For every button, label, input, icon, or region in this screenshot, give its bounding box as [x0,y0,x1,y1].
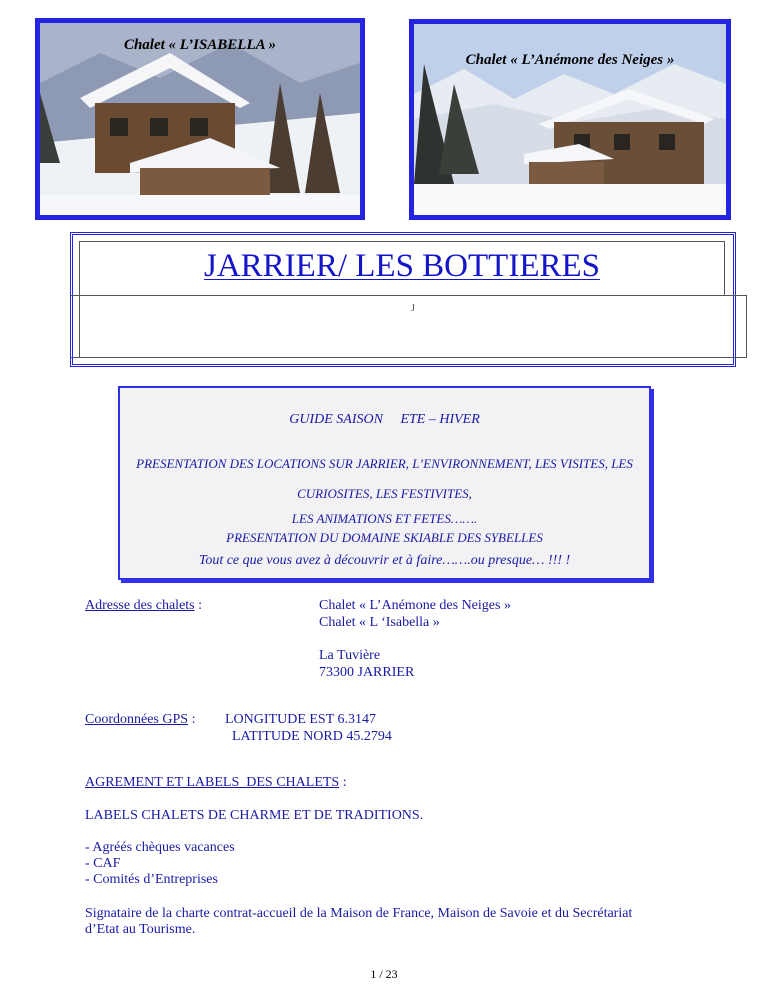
address-label: Adresse des chalets [85,598,195,613]
labels-sep: : [339,775,347,790]
address-place: La Tuvière [319,648,381,663]
photo-caption: Chalet « L’Anémone des Neiges » [465,52,675,68]
labels-line: LABELS CHALETS DE CHARME ET DE TRADITIONS. [85,808,424,823]
gps-latitude: LATITUDE NORD 45.2794 [232,729,392,744]
gps-label-line [85,712,195,728]
labels-heading-line [85,775,347,791]
signataire-line: d’Etat au Tourisme. [85,922,196,937]
address-label-line [85,598,202,614]
guide-line: CURIOSITES, LES FESTIVITES, [297,486,472,501]
gps-longitude: LONGITUDE EST 6.3147 [225,712,377,727]
guide-heading: GUIDE SAISON ETE – HIVER [289,412,480,427]
subtitle-box [79,295,747,358]
chalet-isabella-photo [35,18,365,220]
labels-heading: AGREMENT ET LABELS DES CHALETS [85,775,340,790]
address-city: 73300 JARRIER [319,665,415,680]
signataire-line: Signataire de la charte contrat-accueil de la Maison de France, Maison de Savoie et du Secrétariat [85,906,633,921]
gps-sep: : [188,712,196,727]
guide-box [118,386,651,580]
address-sep: : [194,598,203,613]
address-chalet1: Chalet « L’Anémone des Neiges » [319,598,511,613]
guide-tagline: Tout ce que vous avez à découvrir et à faire…….ou presque… !!! ! [198,553,571,568]
gps-label: Coordonnées GPS [85,712,189,727]
photo-caption: Chalet « L’ISABELLA » [123,37,277,53]
title-box [79,241,725,296]
labels-item: - Comités d’Entreprises [85,872,218,887]
address-chalet2: Chalet « L ‘Isabella » [319,615,440,630]
guide-line: PRESENTATION DES LOCATIONS SUR JARRIER, L’ENVIRONNEMENT, LES VISITES, LES [136,456,633,471]
guide-line: LES ANIMATIONS ET FETES……. [291,511,478,526]
guide-line: PRESENTATION DU DOMAINE SKIABLE DES SYBELLES [226,530,543,545]
labels-item: - CAF [85,856,121,871]
labels-item: - Agréés chèques vacances [85,840,235,855]
page-title: JARRIER/ LES BOTTIERES [203,248,601,284]
page-number: 1 / 23 [370,967,398,981]
chalet-anemone-photo [409,19,731,220]
subtitle-mark: J [411,303,415,313]
